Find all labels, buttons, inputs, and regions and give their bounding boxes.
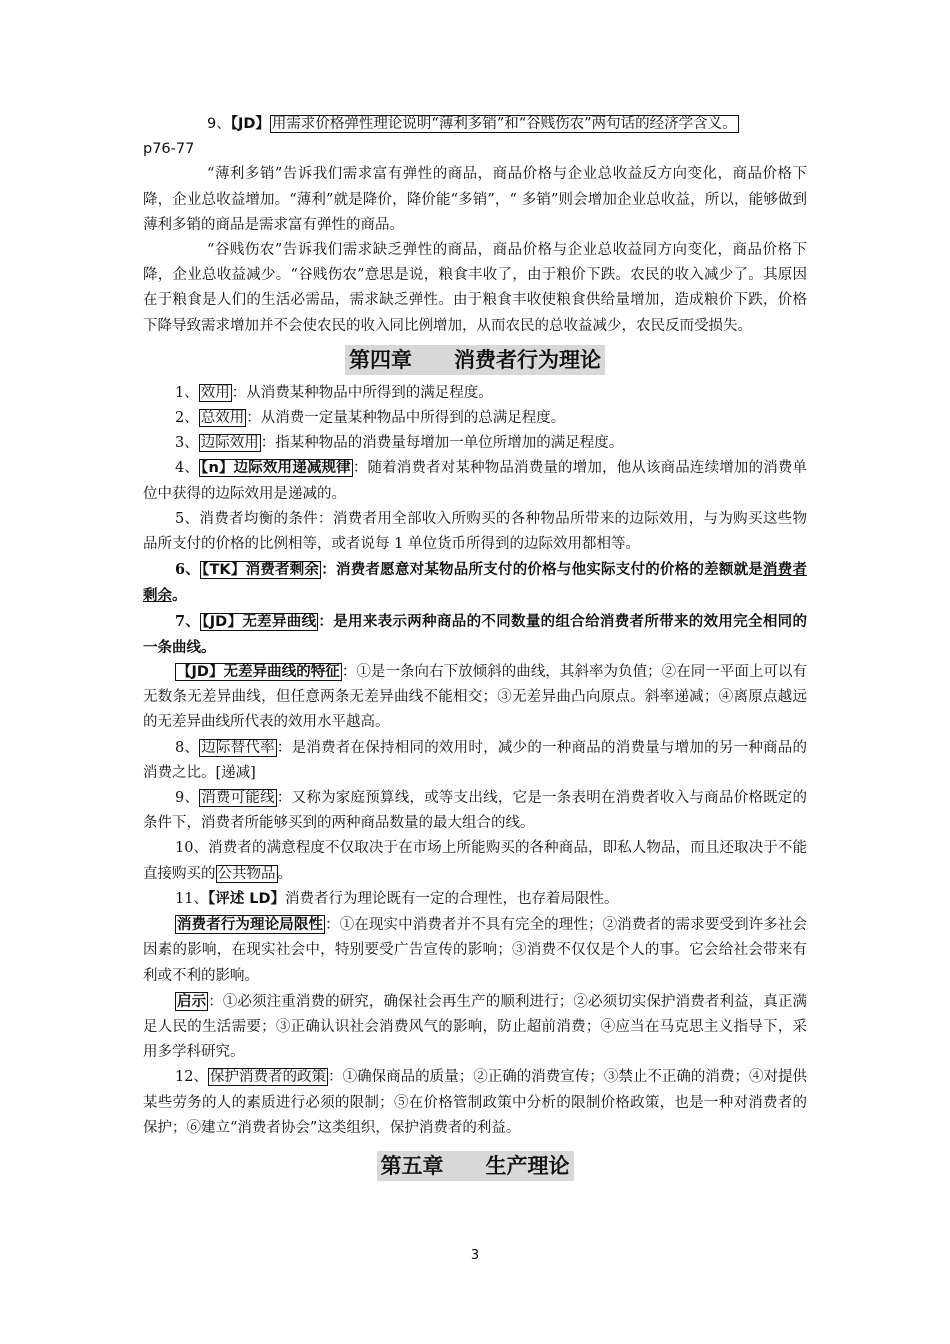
- item-text: 10、消费者的满意程度不仅取决于在市场上所能购买的各种商品，即私人物品，而且还取决于不能直接购买的: [143, 840, 807, 882]
- item-9: [143, 786, 807, 836]
- item-5: 5、消费者均衡的条件：消费者用全部收入所购买的各种物品所带来的边际效用，与为购买这些物品所支付的价格的比例相等，或者说每 1 单位货币所得到的边际效用都相等。: [143, 510, 807, 553]
- term-definition: ：①是一条向右下放倾斜的曲线，其斜率为负值；②在同一平面上可以有无数条无差异曲线，但任意两条无差异曲线不能相交；③无差异曲凸向原点。斜率递减；④离原点越远的无差异曲线所代表的效用水平越高。: [143, 664, 807, 731]
- term-definition: ：消费者愿意对某物品所支付的价格与他实际支付的价格的差额就是: [321, 561, 764, 579]
- term-definition: ：是用来表示两种商品的不同数量的组合给消费者所带来的效用完全相同的一条曲线。: [143, 612, 807, 656]
- item-1: [143, 381, 807, 406]
- item-11: [143, 887, 807, 912]
- item-tag: 【评述 LD】: [207, 890, 286, 907]
- item-num: 7、: [175, 612, 201, 630]
- term-definition: ：①确保商品的质量；②正确的消费宣传；③禁止不正确的消费；④对提供某些劳务的人的素质进行必须的限制；⑤在价格管制政策中分析的限制价格政策，也是一种对消费者的保护；⑥建立“消费者协会”这类组织，保护消费者的利益。: [143, 1069, 808, 1136]
- q9-answer-para-1: “薄利多销”告诉我们需求富有弹性的商品，商品价格与企业总收益反方向变化，商品价格下降，企业总收益增加。“薄利”就是降价，降价能“多销”，“ 多销”则会增加企业总收益，所以，能够做到薄利多销的商品是需求富有弹性的商品。: [143, 166, 807, 233]
- chapter-4-heading: [143, 345, 807, 375]
- term-definition: ：随着消费者对某种物品消费量的增加，他从该商品连续增加的消费单位中获得的边际效用是递减的。: [143, 460, 808, 502]
- item-6: [143, 557, 807, 608]
- q9-page-ref: [143, 137, 807, 162]
- term-definition: ：从消费某种物品中所得到的满足程度。: [231, 384, 493, 401]
- term-definition: ：指某种物品的消费量每增加一单位所增加的满足程度。: [260, 435, 624, 452]
- term-definition: ：又称为家庭预算线，或等支出线，它是一条表明在消费者收入与商品价格既定的条件下，消费者所能够买到的两种商品数量的最大组合的线。: [143, 790, 808, 832]
- item-11-insights: [143, 989, 807, 1066]
- q9-answer-para-2: “谷贱伤农”告诉我们需求缺乏弹性的商品，商品价格与企业总收益同方向变化，商品价格下降，企业总收益减少。“谷贱伤农”意思是说，粮食丰收了，由于粮价下跌。农民的收入减少了。其原因在于粮食是人们的生活必需品，需求缺乏弹性。由于粮食丰收使粮食供给量增加，造成粮价下跌，价格下降导致需求增加并不会使农民的收入同比例增加，从而农民的总收益减少，农民反而受损失。: [143, 242, 807, 334]
- item-11-limitations: [143, 912, 807, 989]
- item-text: 消费者行为理论既有一定的合理性，也存着局限性。: [285, 890, 619, 907]
- term-box: 消费者行为理论局限性: [177, 916, 324, 934]
- item-num: 12、: [175, 1069, 208, 1086]
- term-box: 边际替代率: [201, 739, 275, 756]
- item-8: [143, 736, 807, 786]
- term-box: 效用: [200, 384, 230, 401]
- item-num: 11、: [175, 890, 208, 907]
- question-9: [143, 112, 807, 137]
- page-ref: p76-77: [143, 141, 195, 158]
- term-box: 保护消费者的政策: [209, 1069, 327, 1086]
- q9-question-text: 用需求价格弹性理论说明“薄利多销”和“谷贱伤农”两句话的经济学含义。: [271, 116, 737, 132]
- item-num: 1、: [175, 384, 199, 401]
- page-number: 3: [470, 1248, 480, 1263]
- item-num: 2、: [175, 410, 199, 427]
- term-box: 【TK】消费者剩余: [202, 562, 320, 579]
- term-definition: ：①必须注重消费的研究，确保社会再生产的顺利进行；②必须切实保护消费者利益，真正满足人民的生活需要；③正确认识社会消费风气的影响，防止超前消费；④应当在马克思主义指导下，采用多学科研究。: [143, 993, 808, 1061]
- item-num: 3、: [175, 435, 199, 452]
- term-box: 【JD】无差异曲线的特征: [177, 664, 340, 681]
- term-box: 消费可能线: [201, 790, 275, 807]
- term-box: 边际效用: [200, 435, 259, 452]
- item-num: 8、: [175, 739, 200, 756]
- underlined-term: 消费者剩余: [143, 561, 807, 605]
- item-num: 6、: [175, 561, 201, 579]
- item-2: [143, 406, 807, 431]
- term-box: 【JD】无差异曲线: [202, 613, 317, 630]
- chapter-4-title: 第四章 消费者行为理论: [345, 345, 605, 375]
- item-num: 4、: [175, 460, 200, 477]
- item-3: [143, 431, 807, 456]
- item-7: [143, 609, 807, 660]
- chapter-5-title: 第五章 生产理论: [377, 1151, 574, 1181]
- item-10: [143, 836, 807, 886]
- chapter-5-heading: [143, 1151, 807, 1181]
- item-12: [143, 1065, 807, 1141]
- term-definition: ：是消费者在保持相同的效用时，减少的一种商品的消费量与增加的另一种商品的消费之比。[递减]: [143, 739, 808, 781]
- term-box: 总效用: [200, 410, 245, 427]
- q9-tag: 【JD】: [230, 116, 270, 132]
- term-definition-end: 。: [172, 587, 187, 605]
- term-box: 公共物品: [217, 865, 276, 882]
- item-text-end: 。: [277, 865, 292, 882]
- term-box: 启示: [177, 992, 207, 1010]
- q9-num: 9、: [207, 116, 231, 132]
- document-page: [143, 112, 807, 1187]
- term-definition: ：从消费一定量某种物品中所得到的总满足程度。: [246, 410, 566, 427]
- term-box: 【n】边际效用递减规律: [201, 460, 351, 477]
- item-4: [143, 456, 807, 506]
- term-definition: ：①在现实中消费者并不具有完全的理性；②消费者的需求要受到许多社会因素的影响，在现实社会中，特别要受广告宣传的影响；③消费不仅仅是个人的事。它会给社会带来有利或不利的影响。: [143, 917, 808, 984]
- item-num: 9、: [175, 790, 200, 807]
- item-7-features: [143, 660, 807, 736]
